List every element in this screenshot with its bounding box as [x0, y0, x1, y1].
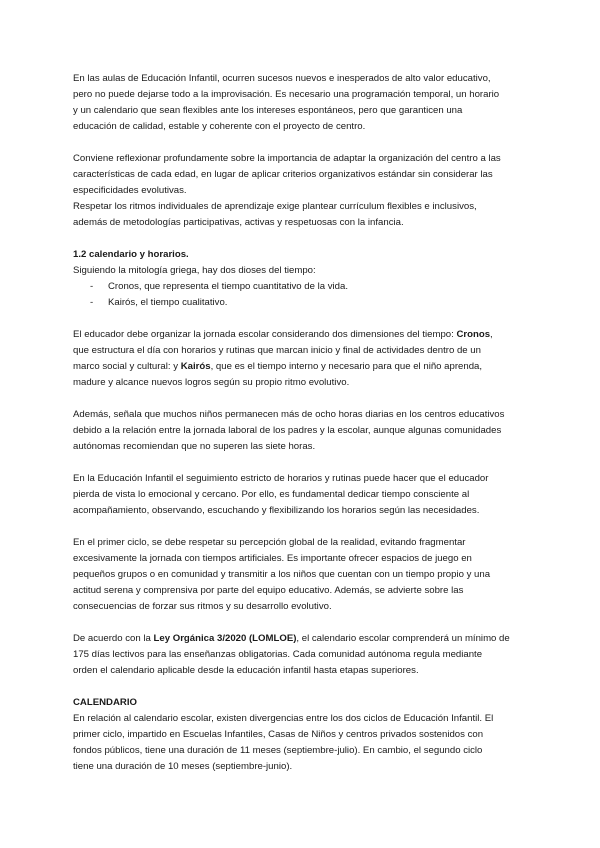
text-run: De acuerdo con la — [73, 633, 154, 644]
text-line: En las aulas de Educación Infantil, ocurren sucesos nuevos e inesperados de alto valor educativo, — [73, 73, 491, 84]
text-line: madure y alcance nuevos logros según su propio ritmo evolutivo. — [73, 377, 350, 388]
text-run: marco social y cultural: y — [73, 361, 181, 372]
section-heading-calendar-schedules: 1.2 calendario y horarios. — [73, 249, 189, 260]
text-line: En relación al calendario escolar, existen divergencias entre los dos ciclos de Educación Infantil. El — [73, 713, 494, 724]
text-line: pero no puede dejarse todo a la improvisación. Es necesario una programación temporal, un horario — [73, 89, 500, 100]
text-line: pequeños grupos o en comunidad y transmitir a los niños que cuentan con un tiempo propio y una — [73, 569, 491, 580]
text-line: Conviene reflexionar profundamente sobre la importancia de adaptar la organización del centro a las — [73, 153, 501, 164]
term-kairos: Kairós — [180, 361, 211, 372]
text-line: actitud serena y comprensiva por parte del equipo educativo. Además, se advierte sobre las — [73, 585, 464, 596]
term-cronos: Cronos — [456, 329, 491, 340]
term-lomloe: Ley Orgánica 3/2020 (LOMLOE) — [153, 633, 297, 644]
text-line: primer ciclo, impartido en Escuelas Infantiles, Casas de Niños y centros privados sostenidos con — [73, 729, 484, 740]
text-line: pierda de vista lo emocional y cercano. Por ello, es fundamental dedicar tiempo consciente al — [73, 489, 470, 500]
text-run: , el calendario escolar comprenderá un mínimo de — [296, 633, 510, 644]
text-line: acompañamiento, observando, escuchando y flexibilizando los horarios según las necesidades. — [73, 505, 480, 516]
paragraph-routines — [73, 471, 543, 519]
gods-list — [73, 279, 543, 311]
paragraph-rhythms — [73, 199, 543, 231]
text-run: , que es el tiempo interno y necesario para que el niño aprenda, — [210, 361, 483, 372]
document-body — [73, 71, 543, 791]
text-line — [73, 327, 543, 343]
text-line: autónomas recomiendan que no superen las siete horas. — [73, 441, 316, 452]
paragraph-greek-gods-intro: Siguiendo la mitología griega, hay dos dioses del tiempo: — [73, 265, 316, 276]
paragraph-educator-time — [73, 327, 543, 391]
text-run: , — [490, 329, 493, 340]
list-item-kairos: - Kairós, el tiempo cualitativo. — [73, 295, 543, 311]
text-line: características de cada edad, en lugar de aplicar criterios organizativos estándar sin considerar las — [73, 169, 493, 180]
paragraph-hours — [73, 407, 543, 455]
text-line: y un calendario que sean flexibles ante los intereses espontáneos, pero que garanticen una — [73, 105, 463, 116]
list-item-cronos: - Cronos, que representa el tiempo cuantitativo de la vida. — [73, 279, 543, 295]
text-line: que estructura el día con horarios y rutinas que marcan inicio y final de actividades dentro de un — [73, 345, 481, 356]
text-line: excesivamente la jornada con tiempos artificiales. Es importante ofrecer espacios de juego en — [73, 553, 472, 564]
text-line: orden el calendario aplicable desde la educación infantil hasta etapas superiores. — [73, 665, 419, 676]
text-line: debido a la relación entre la jornada laboral de los padres y la escolar, aunque algunas comunidades — [73, 425, 502, 436]
text-line: 175 días lectivos para las enseñanzas obligatorias. Cada comunidad autónoma regula mediante — [73, 649, 483, 660]
paragraph-intro — [73, 71, 543, 135]
text-line: tiene una duración de 10 meses (septiembre-junio). — [73, 761, 293, 772]
text-line: educación de calidad, estable y coherente con el proyecto de centro. — [73, 121, 366, 132]
text-line: especificidades evolutivas. — [73, 185, 187, 196]
paragraph-calendar-cycles — [73, 711, 543, 775]
paragraph-first-cycle — [73, 535, 543, 615]
text-run: El educador debe organizar la jornada escolar considerando dos dimensiones del tiempo: — [73, 329, 457, 340]
section-heading-calendario: CALENDARIO — [73, 697, 137, 708]
paragraph-reflection — [73, 151, 543, 199]
text-line — [73, 359, 543, 375]
text-line: En el primer ciclo, se debe respetar su percepción global de la realidad, evitando fragmentar — [73, 537, 466, 548]
text-line: Respetar los ritmos individuales de aprendizaje exige plantear currículum flexibles e inclusivos, — [73, 201, 477, 212]
text-line: además de metodologías participativas, activas y respetuosas con la infancia. — [73, 217, 404, 228]
paragraph-lomloe — [73, 631, 543, 679]
text-line: consecuencias de forzar sus ritmos y su desarrollo evolutivo. — [73, 601, 332, 612]
text-line: En la Educación Infantil el seguimiento estricto de horarios y rutinas puede hacer que el educador — [73, 473, 489, 484]
text-line: Además, señala que muchos niños permanecen más de ocho horas diarias en los centros educativos — [73, 409, 505, 420]
text-line: fondos públicos, tiene una duración de 11 meses (septiembre-julio). En cambio, el segundo ciclo — [73, 745, 483, 756]
text-line — [73, 631, 543, 647]
